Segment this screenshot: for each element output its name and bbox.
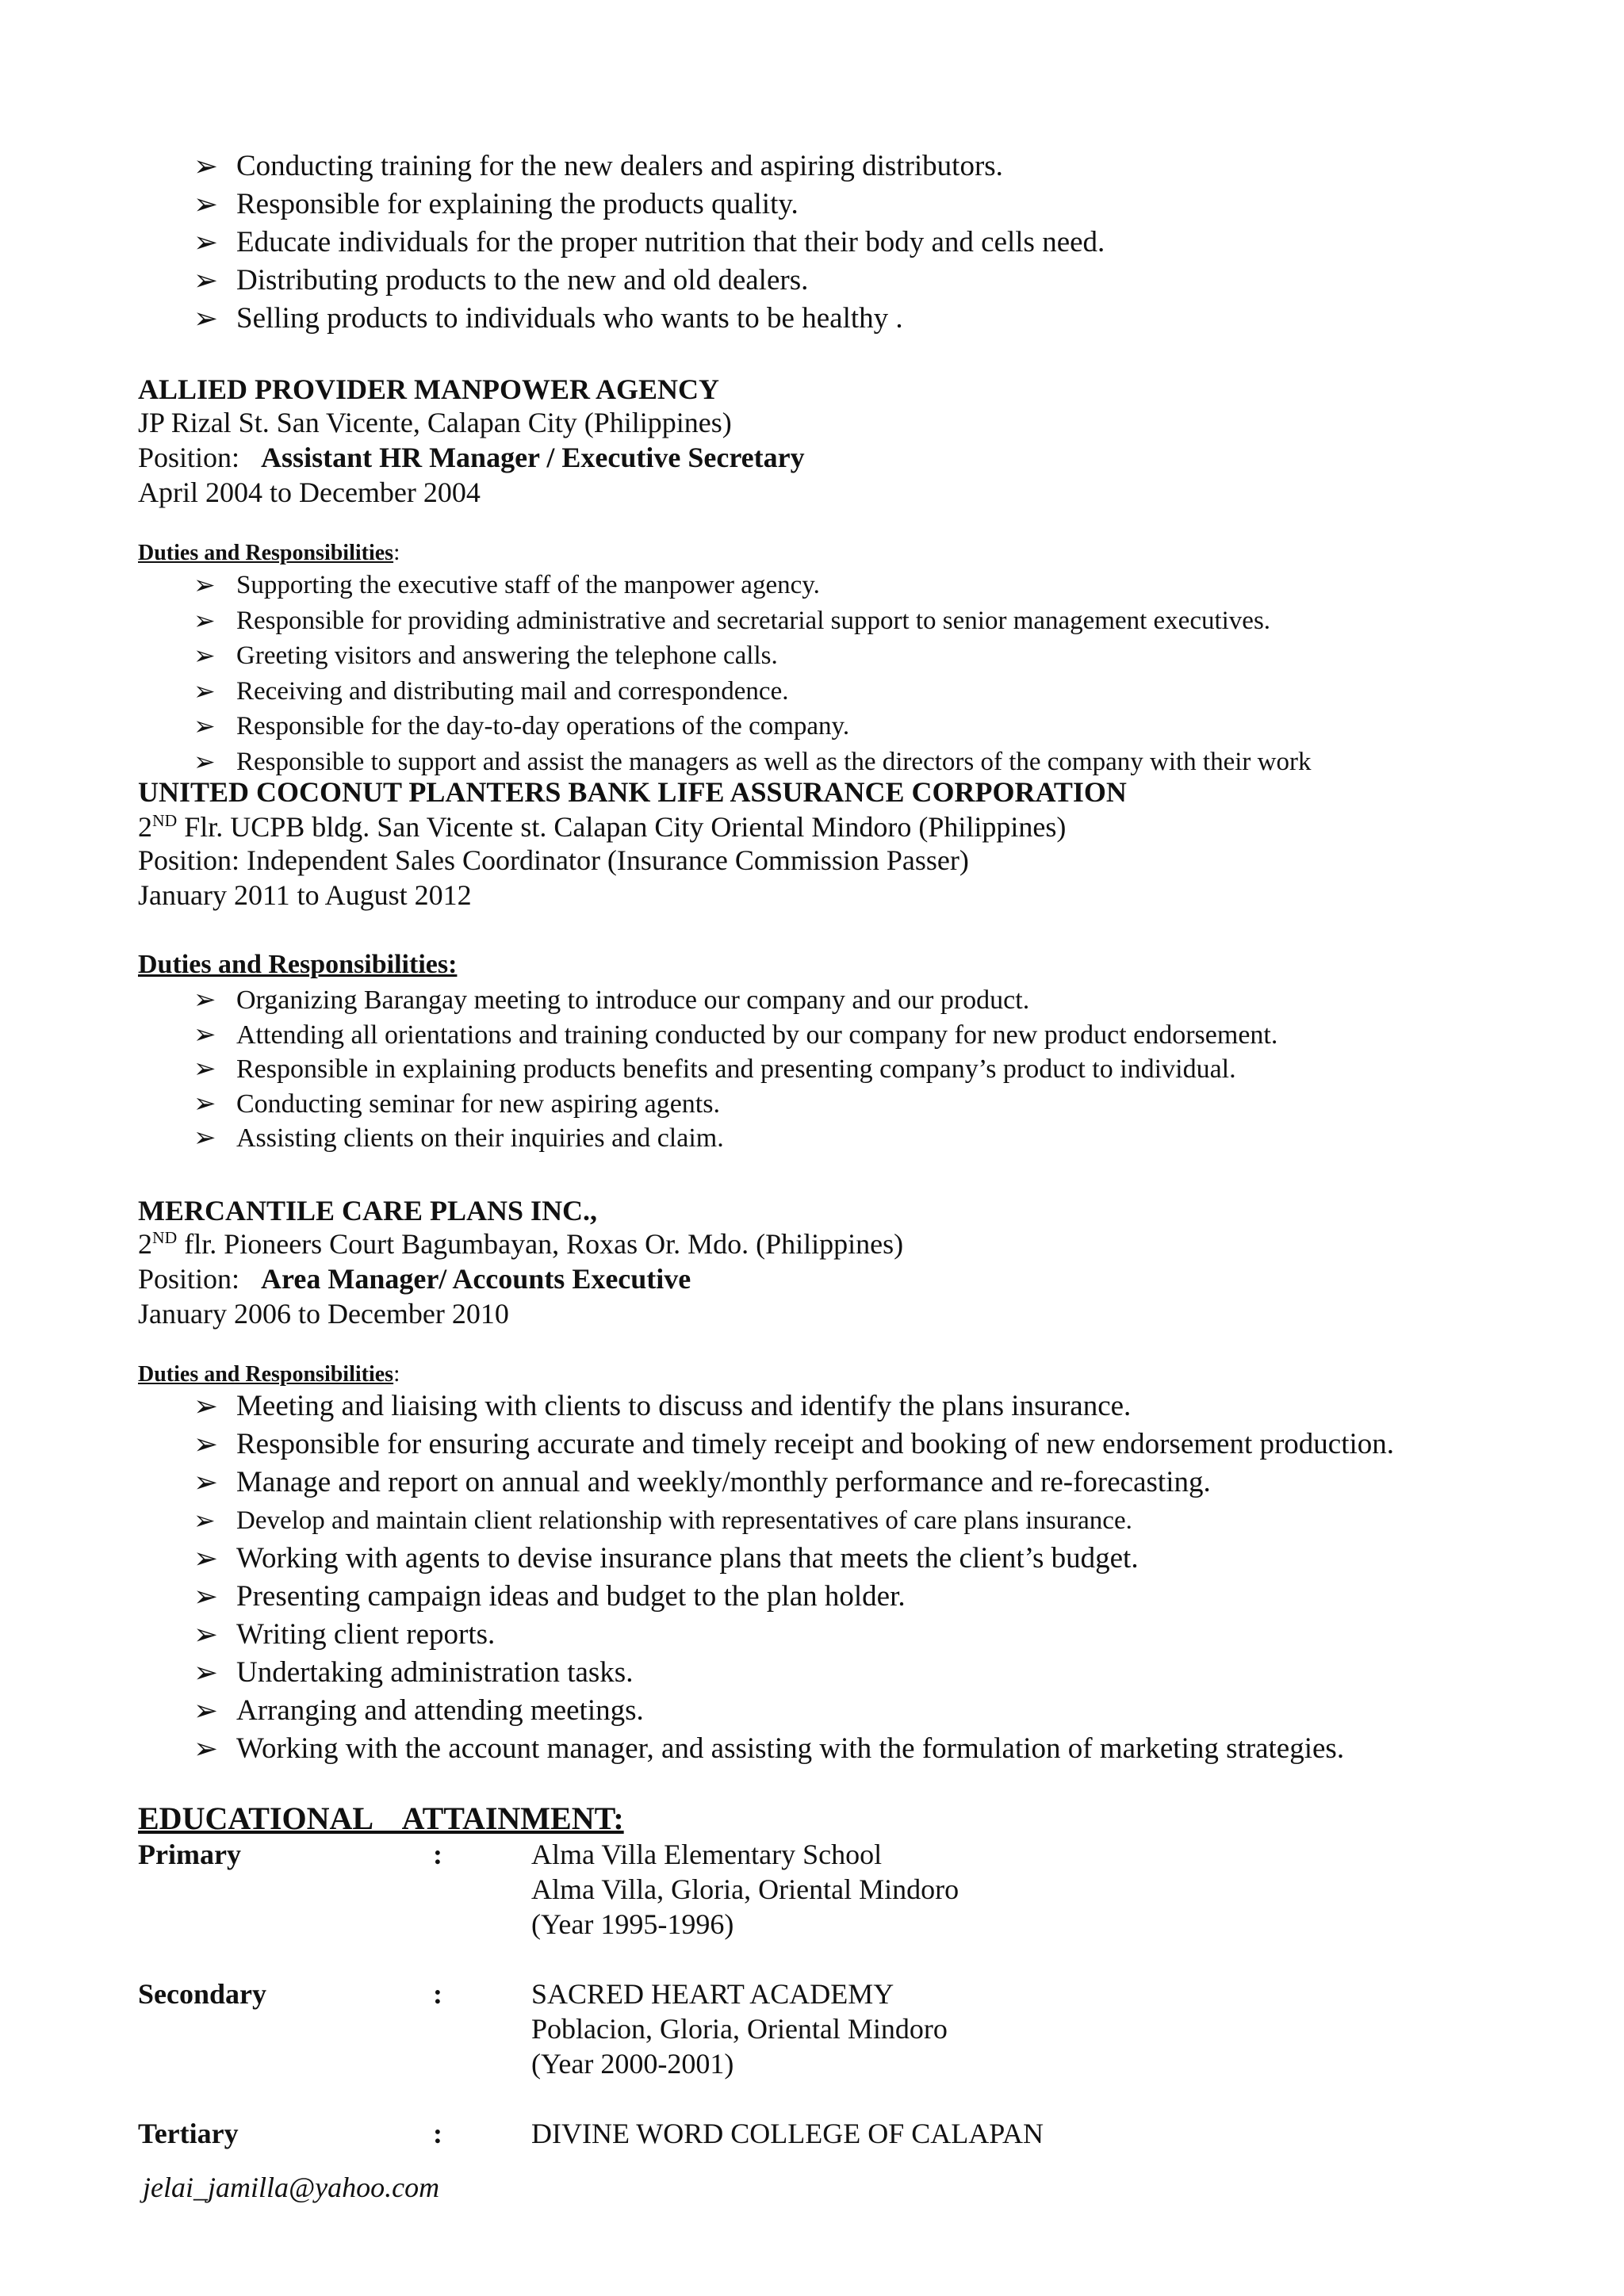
arrow-bullet-icon: ➢ [193,710,216,741]
dates-allied: April 2004 to December 2004 [138,476,481,508]
education-heading: EDUCATIONAL ATTAINMENT: [138,1800,624,1836]
position-value: Area Manager/ Accounts Executive [261,1263,691,1295]
arrow-bullet-icon: ➢ [193,301,219,335]
list-item: ➢ Undertaking administration tasks. [193,1654,1589,1692]
list-item: ➢ Conducting seminar for new aspiring agents. [193,1087,1589,1122]
arrow-bullet-icon: ➢ [193,1087,216,1119]
list-item: ➢ Assisting clients on their inquiries and claim. [193,1121,1589,1156]
list-item: ➢ Working with agents to devise insurance plans that meets the client’s budget. [193,1540,1589,1578]
arrow-bullet-icon: ➢ [193,1693,219,1728]
list-item: ➢ Presenting campaign ideas and budget to the plan holder. [193,1578,1589,1616]
duties-heading-mercantile [138,1360,400,1387]
dates-ucpb: January 2011 to August 2012 [138,879,472,911]
arrow-bullet-icon: ➢ [193,263,219,297]
edu-secondary-colon: : [433,1978,442,2010]
arrow-bullet-icon: ➢ [193,1122,216,1154]
duties-heading-text: Duties and Responsibilities [138,541,394,565]
mercantile-duties-list [193,1387,1589,1768]
arrow-bullet-icon: ➢ [193,1427,219,1461]
arrow-bullet-icon: ➢ [193,1541,219,1575]
arrow-bullet-icon: ➢ [193,984,216,1016]
arrow-bullet-icon: ➢ [193,745,216,777]
edu-secondary-school: SACRED HEART ACADEMY [531,1978,894,2010]
company-address-ucpb: 2ND Flr. UCPB bldg. San Vicente st. Calapan City Oriental Mindoro (Philippines) [138,811,1067,843]
edu-primary-year: (Year 1995-1996) [531,1908,734,1940]
arrow-bullet-icon: ➢ [193,640,216,671]
duties-heading-colon: : [393,1360,400,1387]
arrow-bullet-icon: ➢ [193,149,219,183]
company-address-mercantile: 2ND flr. Pioneers Court Bagumbayan, Roxas Or. Mdo. (Philippines) [138,1228,904,1260]
arrow-bullet-icon: ➢ [193,1655,219,1689]
list-item: ➢ Working with the account manager, and assisting with the formulation of marketing strategies. [193,1730,1589,1768]
duties-heading-colon: : [393,539,400,565]
list-item: ➢ Develop and maintain client relationship with representatives of care plans insurance. [193,1502,1589,1540]
list-item: ➢ Meeting and liaising with clients to discuss and identify the plans insurance. [193,1387,1589,1425]
arrow-bullet-icon: ➢ [193,1053,216,1085]
edu-tertiary-school: DIVINE WORD COLLEGE OF CALAPAN [531,2118,1044,2149]
arrow-bullet-icon: ➢ [193,1505,216,1536]
list-item: ➢ Arranging and attending meetings. [193,1692,1589,1730]
arrow-bullet-icon: ➢ [193,1732,219,1766]
list-item: ➢ Greeting visitors and answering the telephone calls. [193,638,1589,674]
edu-primary-address: Alma Villa, Gloria, Oriental Mindoro [531,1873,959,1905]
edu-tertiary-colon: : [433,2118,442,2149]
footer-email: jelai_jamilla@yahoo.com [143,2172,440,2203]
company-name-allied: ALLIED PROVIDER MANPOWER AGENCY [138,373,720,405]
list-item: ➢ Manage and report on annual and weekly/monthly performance and re-forecasting. [193,1464,1589,1502]
list-item: ➢ Responsible in explaining products benefits and presenting company’s product to individual. [193,1052,1589,1087]
position-label: Position: [138,1263,240,1295]
edu-tertiary-label: Tertiary [138,2118,239,2149]
list-item: ➢ Organizing Barangay meeting to introduce our company and our product. [193,983,1589,1018]
list-item: ➢ Attending all orientations and training conducted by our company for new product endorsement. [193,1018,1589,1053]
list-item: ➢ Selling products to individuals who wants to be healthy . [193,300,1589,338]
edu-secondary-label: Secondary [138,1978,266,2010]
duties-heading-text: Duties and Responsibilities [138,1362,394,1387]
arrow-bullet-icon: ➢ [193,569,216,600]
top-duties-list [193,147,1589,338]
arrow-bullet-icon: ➢ [193,1617,219,1651]
edu-secondary-year: (Year 2000-2001) [531,2048,734,2080]
arrow-bullet-icon: ➢ [193,1465,219,1499]
list-item: ➢ Conducting training for the new dealers and aspiring distributors. [193,147,1589,186]
position-value: Assistant HR Manager / Executive Secretary [261,442,805,473]
company-name-ucpb: UNITED COCONUT PLANTERS BANK LIFE ASSURANCE CORPORATION [138,776,1127,808]
duties-heading-allied [138,539,400,566]
list-item: ➢ Responsible to support and assist the managers as well as the directors of the company with their work [193,744,1589,780]
arrow-bullet-icon: ➢ [193,187,219,221]
edu-primary-colon: : [433,1839,442,1870]
duties-heading-ucpb: Duties and Responsibilities: [138,950,458,979]
allied-duties-list [193,568,1589,779]
edu-secondary-address: Poblacion, Gloria, Oriental Mindoro [531,2013,948,2045]
list-item: ➢ Supporting the executive staff of the manpower agency. [193,568,1589,603]
position-mercantile [138,1262,691,1295]
list-item: ➢ Responsible for ensuring accurate and timely receipt and booking of new endorsement production. [193,1425,1589,1464]
arrow-bullet-icon: ➢ [193,225,219,259]
list-item: ➢ Responsible for providing administrative and secretarial support to senior management executives. [193,603,1589,639]
list-item: ➢ Receiving and distributing mail and correspondence. [193,674,1589,710]
arrow-bullet-icon: ➢ [193,675,216,706]
list-item: ➢ Distributing products to the new and old dealers. [193,262,1589,300]
company-address-allied: JP Rizal St. San Vicente, Calapan City (Philippines) [138,407,732,438]
company-name-mercantile: MERCANTILE CARE PLANS INC., [138,1195,598,1226]
list-item: ➢ Writing client reports. [193,1616,1589,1654]
list-item: ➢ Responsible for the day-to-day operations of the company. [193,709,1589,744]
list-item: ➢ Educate individuals for the proper nutrition that their body and cells need. [193,224,1589,262]
list-item: ➢ Responsible for explaining the products quality. [193,186,1589,224]
arrow-bullet-icon: ➢ [193,1389,219,1423]
position-ucpb: Position: Independent Sales Coordinator (Insurance Commission Passer) [138,844,969,876]
arrow-bullet-icon: ➢ [193,1579,219,1613]
ucpb-duties-list [193,983,1589,1156]
position-label: Position: [138,442,240,473]
edu-primary-school: Alma Villa Elementary School [531,1839,883,1870]
arrow-bullet-icon: ➢ [193,1018,216,1050]
position-allied [138,441,805,474]
edu-primary-label: Primary [138,1839,241,1870]
dates-mercantile: January 2006 to December 2010 [138,1298,509,1330]
arrow-bullet-icon: ➢ [193,604,216,636]
